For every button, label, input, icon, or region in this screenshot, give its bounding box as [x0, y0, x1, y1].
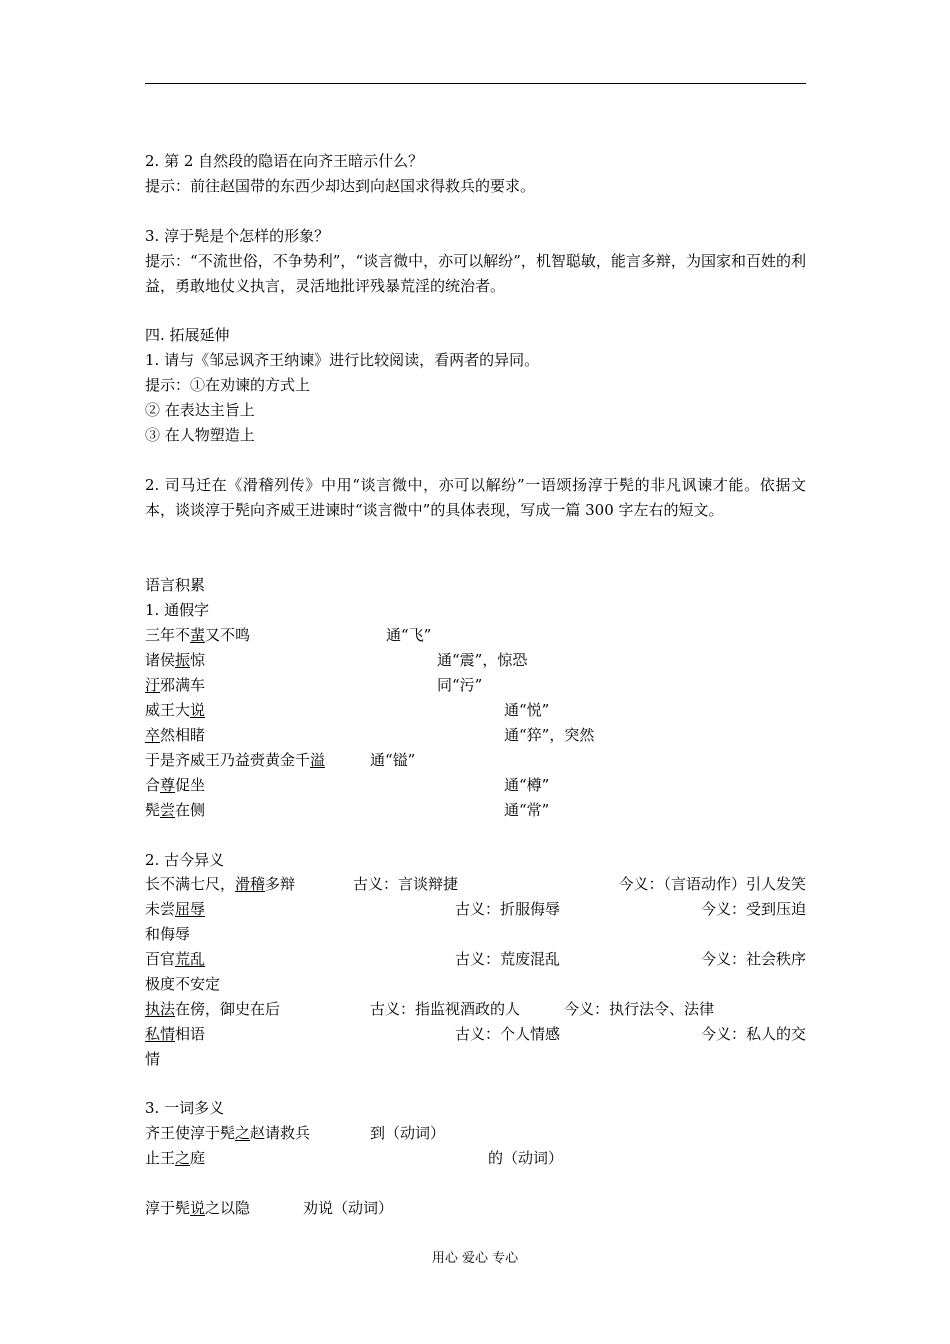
duoyi-note: 的（动词） — [488, 1149, 564, 1167]
gujin-old: 古义：个人情感 — [455, 1025, 561, 1043]
tongjia-title: 1. 通假字 — [145, 601, 210, 619]
tongjia-note: 通“常” — [504, 801, 550, 819]
tongjia-note: 通“飞” — [386, 626, 432, 644]
gujin-continuation: 极度不安定 — [145, 975, 221, 993]
gujin-old: 古义：指监视酒政的人 — [370, 1000, 521, 1018]
q2-hint: 提示：前往赵国带的东西少却达到向赵国求得救兵的要求。 — [145, 177, 536, 195]
duoyi-row: 齐王使淳于髡之赵请救兵 — [145, 1124, 311, 1142]
gujin-new: 今义：受到压迫 — [700, 900, 806, 918]
gujin-row: 未尝屈辱 — [145, 900, 206, 918]
q3-question: 3. 淳于髡是个怎样的形象？ — [145, 227, 330, 245]
section4-hint2: ② 在表达主旨上 — [145, 401, 255, 419]
tongjia-row: 合尊促坐 — [145, 776, 206, 794]
tongjia-row: 汙邪满车 — [145, 676, 206, 694]
section4-title: 四. 拓展延伸 — [145, 326, 230, 344]
gujin-row: 百官荒乱 — [145, 950, 206, 968]
tongjia-note: 同“污” — [437, 676, 483, 694]
page-footer: 用心 爱心 专心 — [431, 1251, 519, 1266]
gujin-new: 今义：（言语动作）引人发笑 — [618, 875, 806, 893]
gujin-row: 长不满七尺，滑稽多辩 — [145, 875, 296, 893]
duoyi-title: 3. 一词多义 — [145, 1099, 225, 1117]
tongjia-row: 三年不蜚又不鸣 — [145, 626, 251, 644]
section4-hint3: ③ 在人物塑造上 — [145, 426, 255, 444]
gujin-old: 古义：荒废混乱 — [455, 950, 561, 968]
section4-hint1: 提示：①在劝谏的方式上 — [145, 376, 311, 394]
tongjia-row: 于是齐威王乃益赍黄金千溢 — [145, 751, 326, 769]
lang-title: 语言积累 — [145, 576, 206, 594]
tongjia-row: 威王大说 — [145, 701, 206, 719]
duoyi-note: 劝说（动词） — [303, 1199, 394, 1217]
section4-item1: 1. 请与《邹忌讽齐王纳谏》进行比较阅读，看两者的异同。 — [145, 351, 540, 369]
gujin-continuation: 和侮辱 — [145, 925, 191, 943]
gujin-old: 古义：言谈辩捷 — [353, 875, 459, 893]
gujin-title: 2. 古今异义 — [145, 851, 225, 869]
tongjia-note: 通“樽” — [504, 776, 550, 794]
duoyi-note: 到（动词） — [370, 1124, 446, 1142]
q2-question: 2. 第 2 自然段的隐语在向齐王暗示什么？ — [145, 152, 424, 170]
tongjia-note: 通“猝”，突然 — [504, 726, 595, 744]
tongjia-note: 通“震”，惊恐 — [437, 651, 528, 669]
gujin-new: 今义：私人的交 — [700, 1025, 806, 1043]
gujin-new: 今义：社会秩序 — [700, 950, 806, 968]
gujin-row: 私情相语 — [145, 1025, 206, 1043]
duoyi-row: 淳于髡说之以隐 — [145, 1199, 251, 1217]
tongjia-row: 卒然相睹 — [145, 726, 206, 744]
q3-hint: 提示：“不流世俗，不争势利”，“谈言微中，亦可以解纷”，机智聪敏，能言多辩，为国家和百姓的利益，勇敢地仗义执言，灵活地批评残暴荒淫的统治者。 — [145, 252, 806, 295]
duoyi-row: 止王之庭 — [145, 1149, 206, 1167]
tongjia-note: 通“悦” — [504, 701, 550, 719]
tongjia-row: 髡尝在侧 — [145, 801, 206, 819]
tongjia-note: 通“镒” — [370, 751, 416, 769]
section4-item2: 2. 司马迁在《滑稽列传》中用“谈言微中，亦可以解纷”一语颂扬淳于髡的非凡讽谏才能。依据文本，谈谈淳于髡向齐威王进谏时“谈言微中”的具体表现，写成一篇 300 字左右的短文。 — [145, 476, 806, 519]
header-rule — [145, 83, 806, 84]
gujin-row: 执法在傍，御史在后 — [145, 1000, 281, 1018]
gujin-continuation: 情 — [145, 1050, 161, 1068]
gujin-new: 今义：执行法令、法律 — [564, 1000, 715, 1018]
gujin-old: 古义：折服侮辱 — [455, 900, 561, 918]
tongjia-row: 诸侯振惊 — [145, 651, 206, 669]
